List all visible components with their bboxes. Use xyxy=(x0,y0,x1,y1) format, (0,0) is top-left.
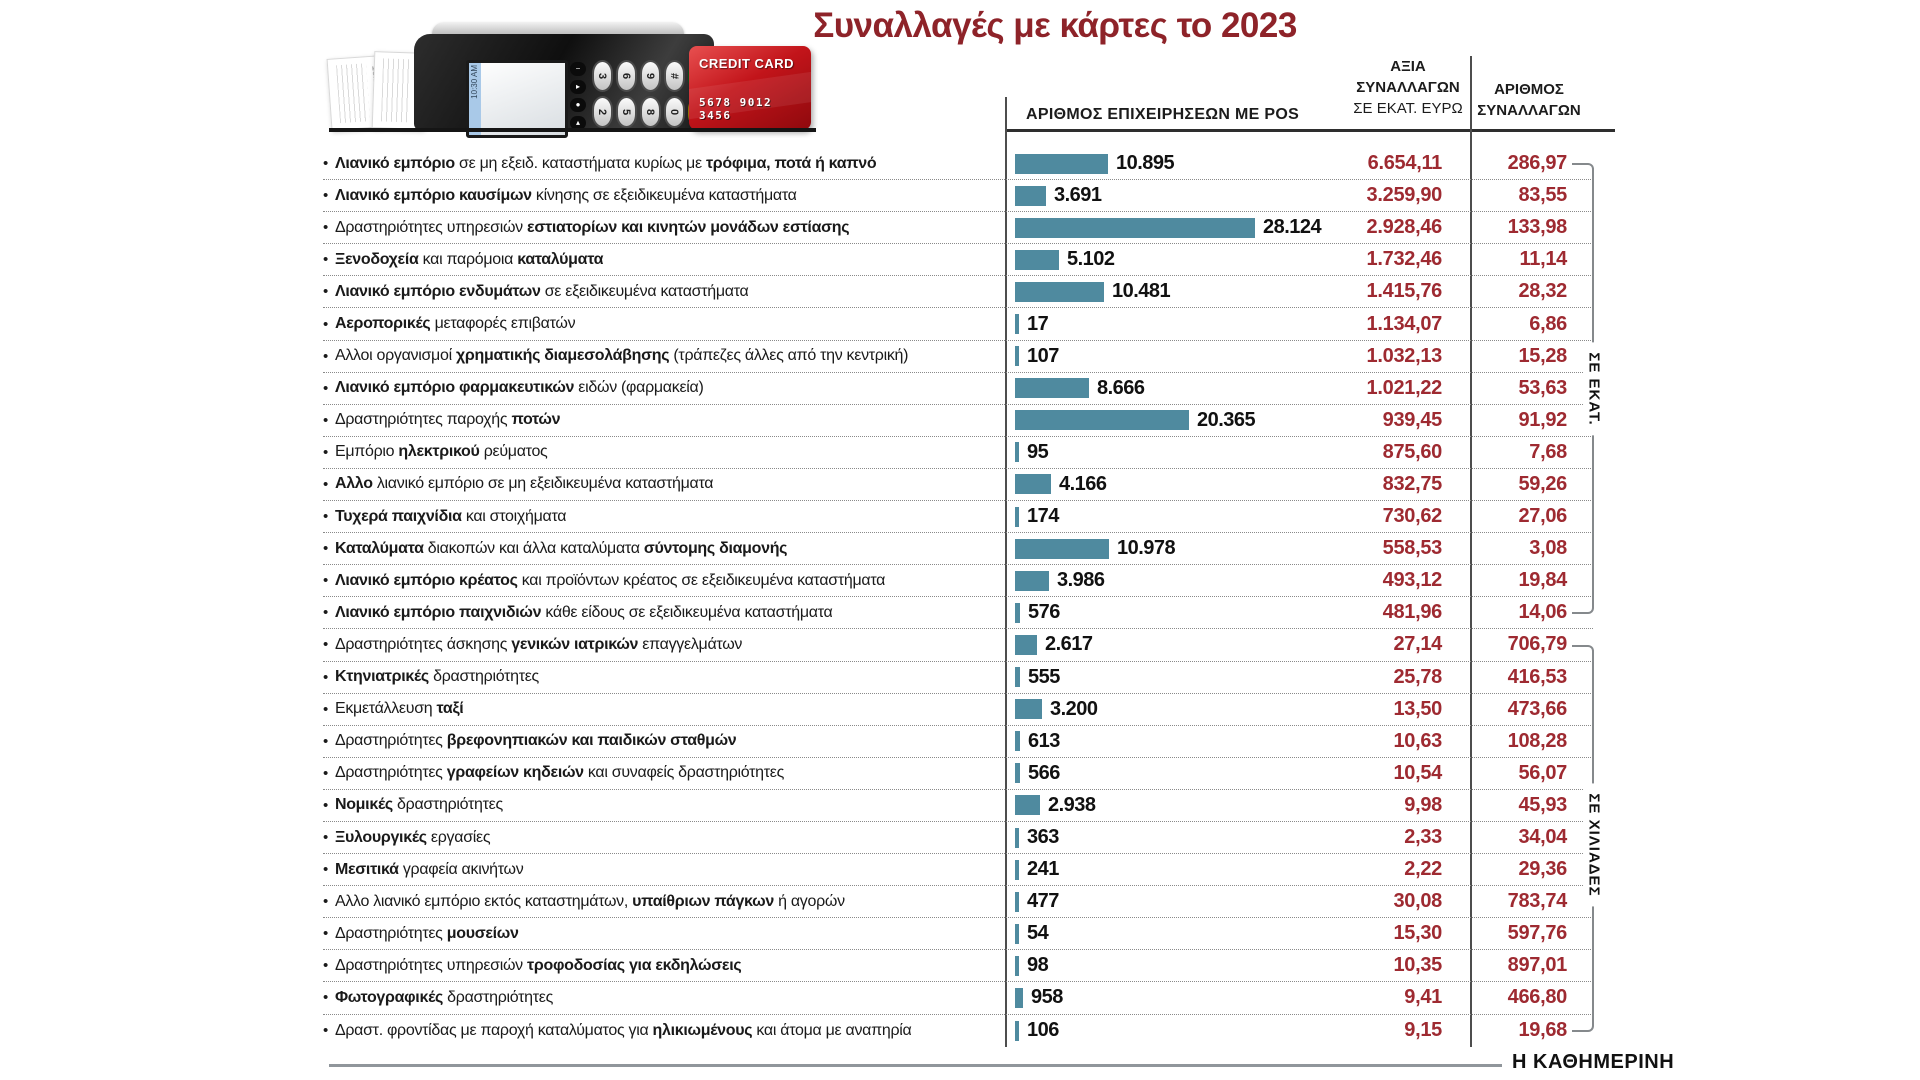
row-bar-cell xyxy=(1015,629,1360,660)
value-eur: 9,15 xyxy=(1404,1019,1442,1042)
terminal-side-button: ▴ xyxy=(570,116,586,130)
row-label: Λιανικό εμπόριο σε μη εξειδ. καταστήματα κυρίως με τρόφιμα, ποτά ή καπνό xyxy=(334,154,877,172)
row-label-cell xyxy=(323,950,1003,981)
row-label-cell xyxy=(323,1015,1003,1047)
value-eur: 25,78 xyxy=(1393,665,1442,688)
value-count: 27,06 xyxy=(1518,505,1567,528)
value-count: 7,68 xyxy=(1529,440,1567,463)
value-count: 15,28 xyxy=(1518,344,1567,367)
row-label: Δραστηριότητες υπηρεσιών τροφοδοσίας για εκδηλώσεις xyxy=(334,956,742,974)
row-bar-cell xyxy=(1015,726,1360,757)
row-label-cell xyxy=(323,501,1003,532)
row-label-cell xyxy=(323,437,1003,468)
keypad-key-3: 3 xyxy=(592,60,613,92)
row-bar-cell xyxy=(1015,565,1360,596)
value-eur: 3.259,90 xyxy=(1366,184,1442,207)
row-bar-cell xyxy=(1015,501,1360,532)
bullet-icon: • xyxy=(323,925,328,943)
value-count: 28,32 xyxy=(1518,280,1567,303)
table-row xyxy=(323,437,1593,469)
table-row xyxy=(323,341,1593,373)
bar-value: 363 xyxy=(1027,826,1059,849)
bar xyxy=(1015,956,1019,976)
row-label: Ξυλουργικές εργασίες xyxy=(334,828,491,846)
row-bar-cell xyxy=(1015,244,1360,275)
bar-value: 107 xyxy=(1027,344,1059,367)
value-count: 6,86 xyxy=(1529,312,1567,335)
bullet-icon: • xyxy=(323,475,328,493)
column-header-value-units: ΣΕ ΕΚΑΤ. ΕΥΡΩ xyxy=(1353,100,1463,117)
value-count: 3,08 xyxy=(1529,537,1567,560)
keypad-key-0: 0 xyxy=(664,96,685,128)
row-label: Μεσιτικά γραφεία ακινήτων xyxy=(334,860,524,878)
row-label: Λιανικό εμπόριο φαρμακευτικών ειδών (φαρμακεία) xyxy=(334,379,704,397)
pos-terminal-illustration xyxy=(329,16,819,130)
bullet-icon: • xyxy=(323,989,328,1007)
bar xyxy=(1015,1021,1019,1041)
bar xyxy=(1015,892,1019,912)
row-bar-cell xyxy=(1015,597,1360,628)
row-bar-cell xyxy=(1015,373,1360,404)
value-count: 11,14 xyxy=(1519,248,1567,271)
row-bar-cell xyxy=(1015,533,1360,564)
bullet-icon: • xyxy=(323,315,328,333)
bullet-icon: • xyxy=(323,668,328,686)
terminal-side-button: − xyxy=(570,62,586,76)
row-bar-cell xyxy=(1015,437,1360,468)
table-row xyxy=(323,501,1593,533)
keypad-key-6: 6 xyxy=(616,60,637,92)
bar xyxy=(1015,442,1019,462)
value-eur: 2,22 xyxy=(1404,858,1442,881)
row-label: Δραστηριότητες γραφείων κηδειών και συναφείς δραστηριότητες xyxy=(334,764,785,782)
bar xyxy=(1015,571,1049,591)
receipt-text-lines xyxy=(381,58,411,122)
row-bar-cell xyxy=(1015,822,1360,853)
value-eur: 10,54 xyxy=(1393,761,1442,784)
page-title: Συναλλαγές με κάρτες το 2023 xyxy=(813,6,1297,45)
column-header-value-line2: ΣΥΝΑΛΛΑΓΩΝ xyxy=(1356,79,1460,96)
group-label-thousands: ΣΕ ΧΙΛΙΑΔΕΣ xyxy=(1584,783,1605,906)
row-label: Αεροπορικές μεταφορές επιβατών xyxy=(334,315,576,333)
value-count: 19,68 xyxy=(1518,1019,1567,1042)
bullet-icon: • xyxy=(323,251,328,269)
value-eur: 9,98 xyxy=(1404,793,1442,816)
value-eur: 875,60 xyxy=(1382,440,1442,463)
row-bar-cell xyxy=(1015,212,1360,243)
footer-rule xyxy=(329,1064,1502,1067)
keypad-key-9: 9 xyxy=(640,60,661,92)
row-label-cell xyxy=(323,886,1003,917)
row-bar-cell xyxy=(1015,276,1360,307)
row-bar-cell xyxy=(1015,790,1360,821)
bar xyxy=(1015,731,1020,751)
value-eur: 6.654,11 xyxy=(1367,152,1442,175)
table-row xyxy=(323,982,1593,1014)
bullet-icon: • xyxy=(323,379,328,397)
column-header-value-line1: ΑΞΙΑ xyxy=(1390,58,1426,75)
value-count: 108,28 xyxy=(1507,729,1567,752)
bar-value: 54 xyxy=(1027,922,1049,945)
value-eur: 832,75 xyxy=(1382,472,1442,495)
row-label-cell xyxy=(323,790,1003,821)
row-label: Αλλο λιανικό εμπόριο εκτός καταστημάτων, υπαίθριων πάγκων ή αγορών xyxy=(334,892,845,910)
row-label-cell xyxy=(323,565,1003,596)
bullet-icon: • xyxy=(323,732,328,750)
row-label: Λιανικό εμπόριο παιχνιδιών κάθε είδους σε εξειδικευμένα καταστήματα xyxy=(334,603,833,621)
row-label: Δραστηριότητες παροχής ποτών xyxy=(334,411,561,429)
row-label: Λιανικό εμπόριο καυσίμων κίνησης σε εξειδικευμένα καταστήματα xyxy=(334,186,797,204)
bullet-icon: • xyxy=(323,764,328,782)
terminal-side-button: ▸ xyxy=(570,80,586,94)
bar xyxy=(1015,186,1046,206)
row-label: Αλλοι οργανισμοί χρηματικής διαμεσολάβησης (τράπεζες άλλες από την κεντρική) xyxy=(334,347,909,365)
row-label-cell xyxy=(323,244,1003,275)
illustration-baseline xyxy=(329,128,816,132)
row-bar-cell xyxy=(1015,854,1360,885)
table-row xyxy=(323,629,1593,661)
keypad-key-2: 2 xyxy=(592,96,613,128)
terminal-side-buttons xyxy=(570,62,586,134)
row-label-cell xyxy=(323,854,1003,885)
group-label-millions: ΣΕ ΕΚΑΤ. xyxy=(1584,342,1605,435)
row-bar-cell xyxy=(1015,662,1360,693)
credit-card-number: 5678 9012 3456 xyxy=(699,96,773,122)
table-row xyxy=(323,533,1593,565)
terminal-side-button: ● xyxy=(570,98,586,112)
table-row xyxy=(323,180,1593,212)
row-label-cell xyxy=(323,148,1003,179)
value-eur: 1.732,46 xyxy=(1366,248,1442,271)
value-count: 83,55 xyxy=(1518,184,1567,207)
bar-value: 555 xyxy=(1028,665,1060,688)
bar-value: 174 xyxy=(1027,505,1059,528)
table-row xyxy=(323,405,1593,437)
row-label-cell xyxy=(323,726,1003,757)
bar-value: 2.938 xyxy=(1048,793,1096,816)
value-eur: 15,30 xyxy=(1393,922,1442,945)
bar xyxy=(1015,474,1051,494)
bar-value: 2.617 xyxy=(1045,633,1093,656)
value-count: 783,74 xyxy=(1507,890,1567,913)
value-count: 34,04 xyxy=(1518,826,1567,849)
table-row xyxy=(323,918,1593,950)
bar-value: 28.124 xyxy=(1263,216,1322,239)
row-bar-cell xyxy=(1015,180,1360,211)
row-label-cell xyxy=(323,180,1003,211)
table-row xyxy=(323,148,1593,180)
value-eur: 1.021,22 xyxy=(1366,376,1442,399)
row-bar-cell xyxy=(1015,308,1360,339)
table-row xyxy=(323,565,1593,597)
value-count: 133,98 xyxy=(1507,216,1567,239)
terminal-body xyxy=(414,34,714,130)
bar-value: 3.986 xyxy=(1057,569,1105,592)
row-label-cell xyxy=(323,533,1003,564)
table-row xyxy=(323,469,1593,501)
source-logo: Η ΚΑΘΗΜΕΡΙΝΗ xyxy=(1512,1051,1675,1073)
table-row xyxy=(323,597,1593,629)
column-header-businesses: ΑΡΙΘΜΟΣ ΕΠΙΧΕΙΡΗΣΕΩΝ ΜΕ POS xyxy=(1026,106,1300,123)
bar xyxy=(1015,218,1255,238)
row-bar-cell xyxy=(1015,1015,1360,1047)
table-row xyxy=(323,212,1593,244)
bar xyxy=(1015,860,1019,880)
bar-value: 20.365 xyxy=(1197,408,1256,431)
value-eur: 1.134,07 xyxy=(1366,312,1442,335)
value-eur: 939,45 xyxy=(1382,408,1442,431)
table-row xyxy=(323,822,1593,854)
value-count: 91,92 xyxy=(1518,408,1567,431)
row-label: Τυχερά παιχνίδια και στοιχήματα xyxy=(334,507,567,525)
column-header-count-line2: ΣΥΝΑΛΛΑΓΩΝ xyxy=(1477,102,1581,119)
row-label-cell xyxy=(323,822,1003,853)
bar-value: 10.978 xyxy=(1117,537,1176,560)
bar xyxy=(1015,828,1019,848)
row-label-cell xyxy=(323,758,1003,789)
bullet-icon: • xyxy=(323,700,328,718)
table-row xyxy=(323,790,1593,822)
table-row xyxy=(323,244,1593,276)
table-row xyxy=(323,1015,1593,1047)
bar-value: 8.666 xyxy=(1097,376,1145,399)
column-header-value xyxy=(1350,56,1466,119)
row-bar-cell xyxy=(1015,758,1360,789)
value-eur: 558,53 xyxy=(1382,537,1442,560)
bar-value: 4.166 xyxy=(1059,472,1107,495)
bullet-icon: • xyxy=(323,411,328,429)
table-row xyxy=(323,950,1593,982)
bar xyxy=(1015,378,1089,398)
bar-value: 10.895 xyxy=(1116,152,1175,175)
header-rule xyxy=(1005,129,1615,132)
bar-value: 5.102 xyxy=(1067,248,1115,271)
value-eur: 730,62 xyxy=(1382,505,1442,528)
row-label-cell xyxy=(323,276,1003,307)
bullet-icon: • xyxy=(323,540,328,558)
value-eur: 2.928,46 xyxy=(1366,216,1442,239)
value-eur: 27,14 xyxy=(1393,633,1442,656)
value-count: 706,79 xyxy=(1507,633,1567,656)
bar xyxy=(1015,410,1189,430)
row-label-cell xyxy=(323,469,1003,500)
row-label-cell xyxy=(323,694,1003,725)
bar xyxy=(1015,763,1020,783)
row-label: Δραστηριότητες άσκησης γενικών ιατρικών επαγγελμάτων xyxy=(334,635,743,653)
bar-value: 566 xyxy=(1028,761,1060,784)
value-eur: 1.415,76 xyxy=(1366,280,1442,303)
row-bar-cell xyxy=(1015,918,1360,949)
bullet-icon: • xyxy=(323,572,328,590)
value-count: 416,53 xyxy=(1507,665,1567,688)
row-bar-cell xyxy=(1015,694,1360,725)
row-label: Φωτογραφικές δραστηριότητες xyxy=(334,988,554,1006)
receipt-text-lines xyxy=(336,63,370,123)
row-label: Εμπόριο ηλεκτρικού ρεύματος xyxy=(334,443,548,461)
bullet-icon: • xyxy=(323,187,328,205)
row-label: Αλλο λιανικό εμπόριο σε μη εξειδικευμένα καταστήματα xyxy=(334,475,714,493)
bullet-icon: • xyxy=(323,829,328,847)
row-label: Λιανικό εμπόριο κρέατος και προϊόντων κρέατος σε εξειδικευμένα καταστήματα xyxy=(334,571,886,589)
table-body xyxy=(323,148,1593,1047)
bullet-icon: • xyxy=(323,508,328,526)
table-row xyxy=(323,373,1593,405)
value-eur: 13,50 xyxy=(1393,697,1442,720)
value-eur: 493,12 xyxy=(1382,569,1442,592)
bullet-icon: • xyxy=(323,861,328,879)
row-bar-cell xyxy=(1015,469,1360,500)
bullet-icon: • xyxy=(323,443,328,461)
row-label-cell xyxy=(323,597,1003,628)
row-label: Δραστηριότητες βρεφονηπιακών και παιδικών σταθμών xyxy=(334,732,737,750)
value-count: 45,93 xyxy=(1518,793,1567,816)
bar-value: 576 xyxy=(1028,601,1060,624)
bar-value: 17 xyxy=(1027,312,1049,335)
bullet-icon: • xyxy=(323,219,328,237)
value-eur: 10,63 xyxy=(1393,729,1442,752)
bar xyxy=(1015,282,1104,302)
row-label: Δραστηριότητες υπηρεσιών εστιατορίων και κινητών μονάδων εστίασης xyxy=(334,218,850,236)
bar xyxy=(1015,667,1020,687)
bullet-icon: • xyxy=(323,155,328,173)
bar-value: 3.200 xyxy=(1050,697,1098,720)
row-label: Νομικές δραστηριότητες xyxy=(334,796,503,814)
bullet-icon: • xyxy=(323,893,328,911)
value-eur: 2,33 xyxy=(1404,826,1442,849)
value-count: 286,97 xyxy=(1507,152,1567,175)
bar-value: 106 xyxy=(1027,1019,1059,1042)
row-label-cell xyxy=(323,341,1003,372)
value-count: 473,66 xyxy=(1507,697,1567,720)
row-label-cell xyxy=(323,308,1003,339)
bar-value: 958 xyxy=(1031,986,1063,1009)
keypad-key-5: 5 xyxy=(616,96,637,128)
bar xyxy=(1015,924,1019,944)
table-row xyxy=(323,308,1593,340)
column-header-count-line1: ΑΡΙΘΜΟΣ xyxy=(1494,81,1564,98)
bar xyxy=(1015,314,1019,334)
bullet-icon: • xyxy=(323,957,328,975)
table-row xyxy=(323,276,1593,308)
row-bar-cell xyxy=(1015,405,1360,436)
bar-value: 613 xyxy=(1028,729,1060,752)
row-label-cell xyxy=(323,405,1003,436)
row-label-cell xyxy=(323,629,1003,660)
keypad-key-8: 8 xyxy=(640,96,661,128)
table-row xyxy=(323,662,1593,694)
column-header-count xyxy=(1474,79,1584,121)
bar-value: 477 xyxy=(1027,890,1059,913)
bar xyxy=(1015,988,1023,1008)
value-count: 597,76 xyxy=(1507,922,1567,945)
value-count: 53,63 xyxy=(1518,376,1567,399)
value-eur: 10,35 xyxy=(1393,954,1442,977)
row-label-cell xyxy=(323,212,1003,243)
bar xyxy=(1015,507,1019,527)
row-label: Δραστηριότητες μουσείων xyxy=(334,924,519,942)
bar-value: 98 xyxy=(1027,954,1049,977)
bar xyxy=(1015,154,1108,174)
screen-status-strip xyxy=(469,63,481,135)
row-label-cell xyxy=(323,662,1003,693)
bullet-icon: • xyxy=(323,347,328,365)
keypad-key-#: # xyxy=(664,60,685,92)
row-bar-cell xyxy=(1015,148,1360,179)
row-bar-cell xyxy=(1015,950,1360,981)
terminal-screen xyxy=(466,60,568,138)
bullet-icon: • xyxy=(323,636,328,654)
bullet-icon: • xyxy=(323,604,328,622)
value-eur: 9,41 xyxy=(1404,986,1442,1009)
credit-card-label: CREDIT CARD xyxy=(699,56,795,71)
row-label: Λιανικό εμπόριο ενδυμάτων σε εξειδικευμένα καταστήματα xyxy=(334,282,749,300)
credit-card xyxy=(689,46,811,130)
row-label-cell xyxy=(323,982,1003,1013)
table-row xyxy=(323,758,1593,790)
bar xyxy=(1015,250,1059,270)
value-count: 897,01 xyxy=(1507,954,1567,977)
row-label: Δραστ. φροντίδας με παροχή καταλύματος για ηλικιωμένους και άτομα με αναπηρία xyxy=(334,1021,912,1039)
row-label: Καταλύματα διακοπών και άλλα καταλύματα σύντομης διαμονής xyxy=(334,539,788,557)
bullet-icon: • xyxy=(323,1022,328,1040)
value-count: 14,06 xyxy=(1518,601,1567,624)
value-count: 466,80 xyxy=(1507,986,1567,1009)
value-count: 19,84 xyxy=(1518,569,1567,592)
value-count: 56,07 xyxy=(1518,761,1567,784)
table-row xyxy=(323,726,1593,758)
table-row xyxy=(323,854,1593,886)
screen-time: 10:30 AM xyxy=(470,65,479,99)
row-label: Κτηνιατρικές δραστηριότητες xyxy=(334,668,539,686)
bar xyxy=(1015,539,1109,559)
row-bar-cell xyxy=(1015,886,1360,917)
value-eur: 481,96 xyxy=(1382,601,1442,624)
row-label-cell xyxy=(323,373,1003,404)
row-label: Ξενοδοχεία και παρόμοια καταλύματα xyxy=(334,250,604,268)
bar xyxy=(1015,346,1019,366)
bar xyxy=(1015,603,1020,623)
row-label: Εκμετάλλευση ταξί xyxy=(334,700,464,718)
bar-value: 3.691 xyxy=(1054,184,1102,207)
pos-terminal xyxy=(414,22,714,130)
row-bar-cell xyxy=(1015,341,1360,372)
bullet-icon: • xyxy=(323,283,328,301)
row-label-cell xyxy=(323,918,1003,949)
table-row xyxy=(323,886,1593,918)
value-eur: 1.032,13 xyxy=(1366,344,1442,367)
row-bar-cell xyxy=(1015,982,1360,1013)
table-row xyxy=(323,694,1593,726)
value-eur: 30,08 xyxy=(1393,890,1442,913)
value-count: 59,26 xyxy=(1518,472,1567,495)
bar-value: 95 xyxy=(1027,440,1049,463)
bar xyxy=(1015,699,1042,719)
bar xyxy=(1015,635,1037,655)
bar-value: 10.481 xyxy=(1112,280,1171,303)
value-count: 29,36 xyxy=(1518,858,1567,881)
bar xyxy=(1015,795,1040,815)
bullet-icon: • xyxy=(323,796,328,814)
bar-value: 241 xyxy=(1027,858,1059,881)
